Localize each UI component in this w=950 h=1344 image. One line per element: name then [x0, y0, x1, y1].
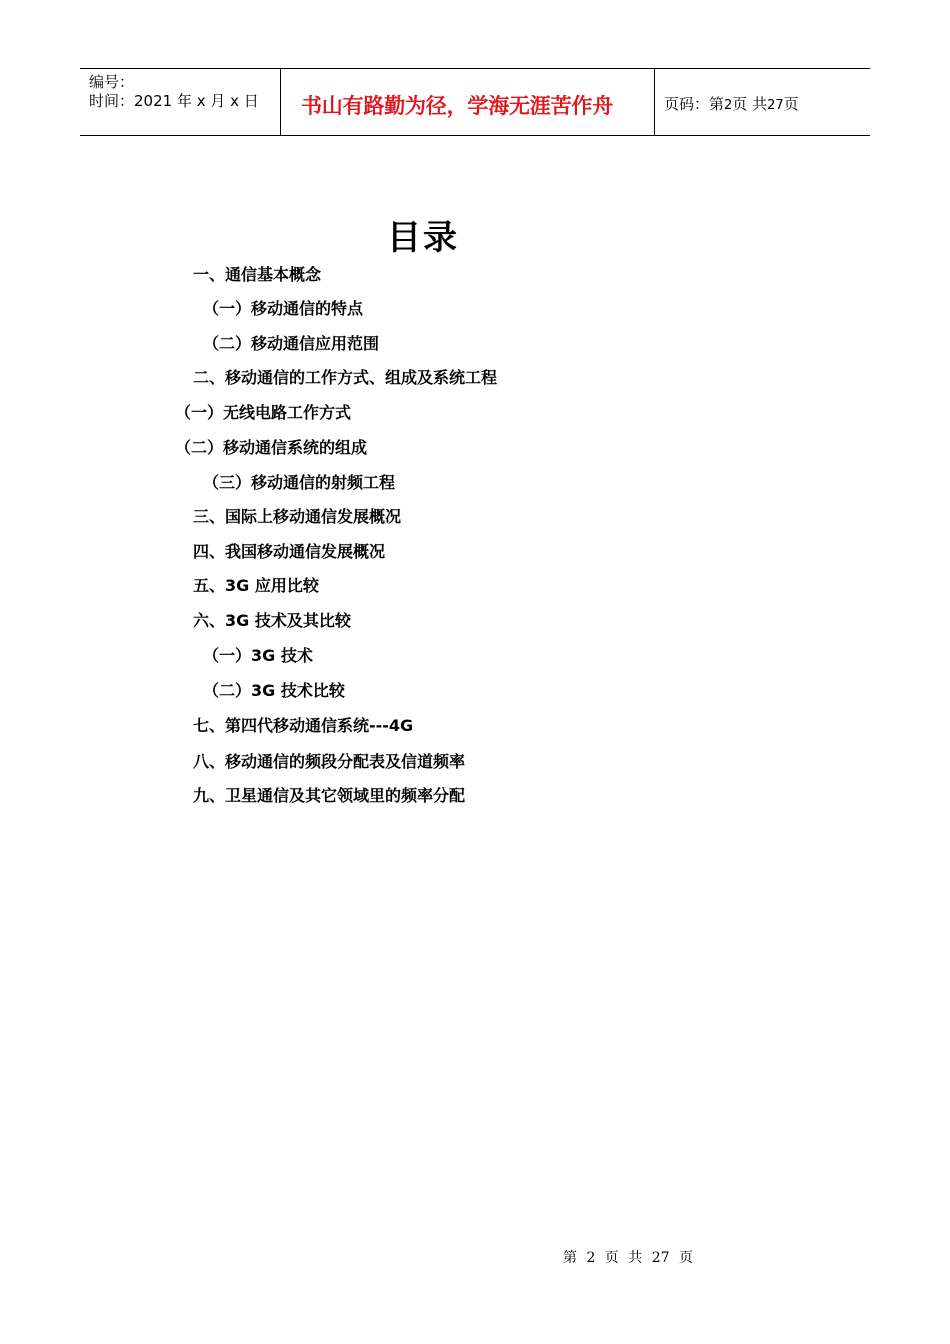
toc-item: 八、移动通信的频段分配表及信道频率: [193, 752, 466, 771]
toc-item: 三、国际上移动通信发展概况: [193, 507, 402, 526]
document-number-label: 编号：: [89, 73, 135, 91]
toc-item: （二）3G 技术比较: [203, 681, 345, 700]
toc-item: （一）无线电路工作方式: [175, 403, 352, 422]
toc-item: （一）3G 技术: [203, 646, 313, 665]
page-total: 27: [767, 98, 784, 113]
page-footer: 第 2 页 共 27 页: [563, 1250, 693, 1266]
page-current: 2: [724, 98, 733, 113]
toc-item: （三）移动通信的射频工程: [203, 473, 396, 492]
header-info-cell: [80, 69, 281, 135]
toc-item: （一）移动通信的特点: [203, 299, 364, 318]
page-prefix: 页码：第: [664, 95, 725, 113]
page-suffix: 页: [783, 95, 799, 113]
page-title: 目录: [387, 218, 459, 258]
toc-item: 四、我国移动通信发展概况: [193, 542, 386, 561]
page-header: [80, 68, 870, 136]
motto-text: 书山有路勤为径，学海无涯苦作舟: [301, 94, 613, 118]
toc-item: （二）移动通信系统的组成: [175, 438, 368, 457]
toc-item: 一、通信基本概念: [193, 265, 322, 284]
toc-item: 二、移动通信的工作方式、组成及系统工程: [193, 368, 498, 387]
page-mid: 页 共: [732, 95, 768, 113]
toc-item: 七、第四代移动通信系统---4G: [193, 716, 414, 735]
header-page-cell: [655, 69, 870, 135]
toc-item: 六、3G 技术及其比较: [193, 611, 351, 630]
toc-item: 五、3G 应用比较: [193, 576, 319, 595]
header-motto-cell: [281, 69, 655, 135]
page-number-info: [664, 93, 799, 114]
toc-item: （二）移动通信应用范围: [203, 334, 380, 353]
document-date: 时间：2021 年 x 月 x 日: [89, 92, 259, 110]
toc-item: 九、卫星通信及其它领域里的频率分配: [193, 786, 466, 805]
